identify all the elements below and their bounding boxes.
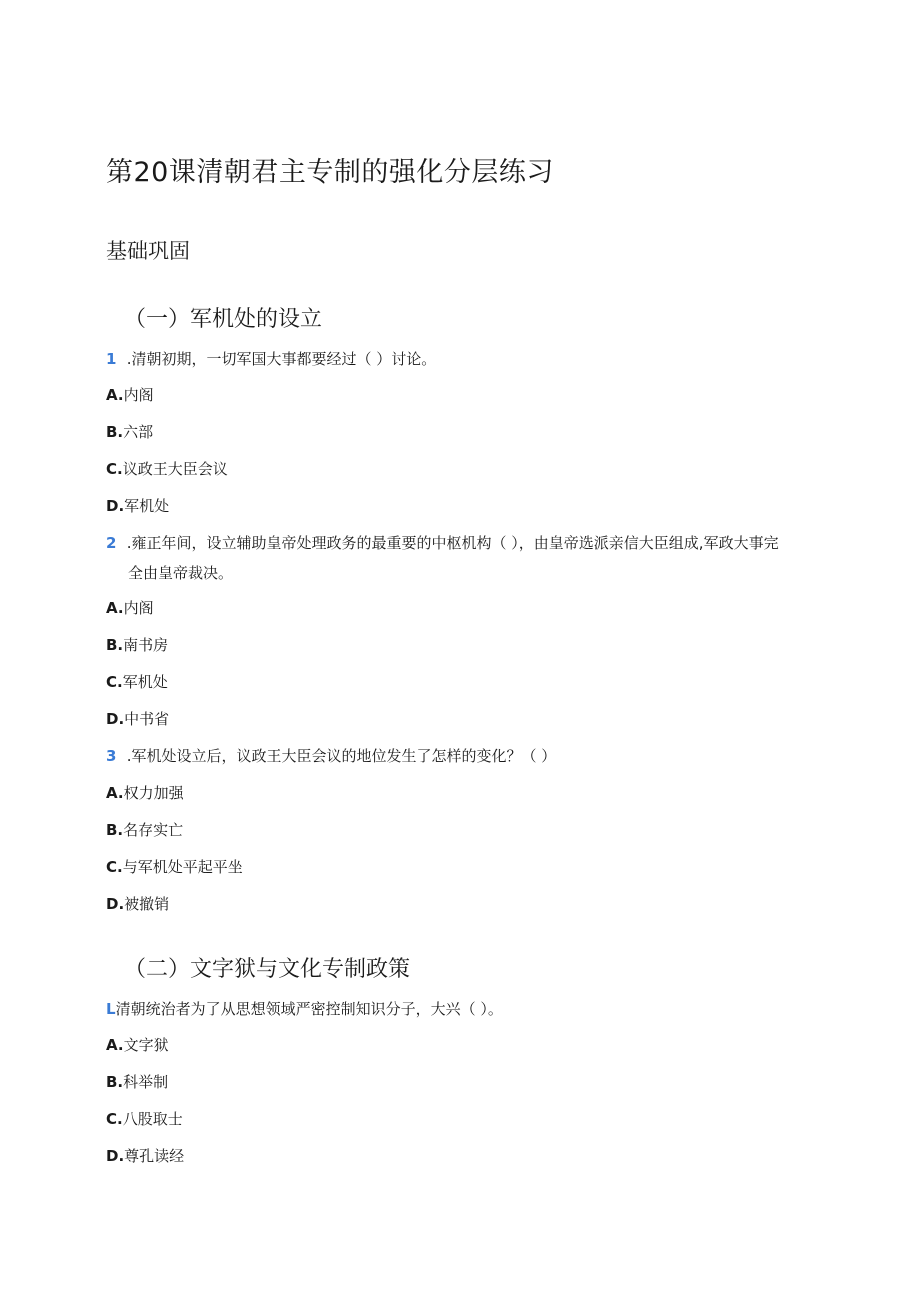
question-text: 清朝统治者为了从思想领域严密控制知识分子，大兴（ ）。 [115, 1000, 503, 1018]
option-letter: B. [106, 636, 124, 654]
question-number: L [106, 1000, 116, 1018]
option-text: 被撤销 [124, 895, 170, 913]
question-text: .清朝初期，一切军国大事都要经过（ ）讨论。 [122, 350, 437, 368]
option-a [106, 1034, 169, 1056]
option-b [106, 421, 153, 443]
option-c [106, 458, 228, 480]
page-title: 第20课清朝君主专制的强化分层练习 [106, 157, 554, 188]
subsection-heading: （一）军机处的设立 [124, 307, 323, 332]
option-c [106, 671, 168, 693]
option-letter: D. [106, 895, 125, 913]
option-text: 文字狱 [123, 1036, 169, 1054]
option-text: 军机处 [122, 673, 168, 691]
question-4 [106, 994, 806, 1024]
option-text: 内阁 [123, 599, 154, 617]
question-text: .雍正年间，设立辅助皇帝处理政务的最重要的中枢机构（ ），由皇帝选派亲信大臣组成,军政大事完 [122, 534, 779, 552]
option-b [106, 819, 183, 841]
option-text: 内阁 [123, 386, 154, 404]
option-letter: C. [106, 460, 123, 478]
question-text: .军机处设立后，议政王大臣会议的地位发生了怎样的变化？（ ） [122, 747, 557, 765]
question-3 [106, 741, 806, 771]
option-letter: B. [106, 423, 124, 441]
question-2 [106, 528, 806, 588]
option-a [106, 597, 154, 619]
section-heading: 基础巩固 [106, 239, 190, 263]
question-number: 1 [106, 350, 117, 368]
subsection-heading: （二）文字狱与文化专制政策 [124, 957, 411, 982]
option-letter: D. [106, 1147, 125, 1165]
question-1 [106, 344, 806, 374]
option-text: 科举制 [123, 1073, 169, 1091]
question-number: 2 [106, 534, 117, 552]
option-letter: A. [106, 599, 124, 617]
option-letter: B. [106, 821, 124, 839]
option-text: 中书省 [124, 710, 170, 728]
option-d [106, 495, 169, 517]
option-letter: D. [106, 710, 125, 728]
option-a [106, 384, 154, 406]
option-letter: A. [106, 784, 124, 802]
option-letter: A. [106, 1036, 124, 1054]
option-c [106, 1108, 183, 1130]
option-letter: D. [106, 497, 125, 515]
option-text: 与军机处平起平坐 [122, 858, 243, 876]
option-text: 八股取士 [122, 1110, 183, 1128]
option-d [106, 1145, 184, 1167]
option-text: 六部 [123, 423, 154, 441]
option-a [106, 782, 184, 804]
option-letter: C. [106, 1110, 123, 1128]
question-number: 3 [106, 747, 117, 765]
option-b [106, 634, 168, 656]
option-letter: C. [106, 673, 123, 691]
option-text: 权力加强 [123, 784, 184, 802]
option-b [106, 1071, 168, 1093]
option-letter: A. [106, 386, 124, 404]
option-d [106, 893, 169, 915]
option-text: 议政王大臣会议 [122, 460, 228, 478]
question-text-continued: 全由皇帝裁决。 [128, 564, 234, 582]
option-text: 名存实亡 [123, 821, 184, 839]
option-letter: C. [106, 858, 123, 876]
option-d [106, 708, 169, 730]
option-letter: B. [106, 1073, 124, 1091]
option-text: 南书房 [123, 636, 169, 654]
option-c [106, 856, 243, 878]
option-text: 尊孔读经 [124, 1147, 185, 1165]
option-text: 军机处 [124, 497, 170, 515]
